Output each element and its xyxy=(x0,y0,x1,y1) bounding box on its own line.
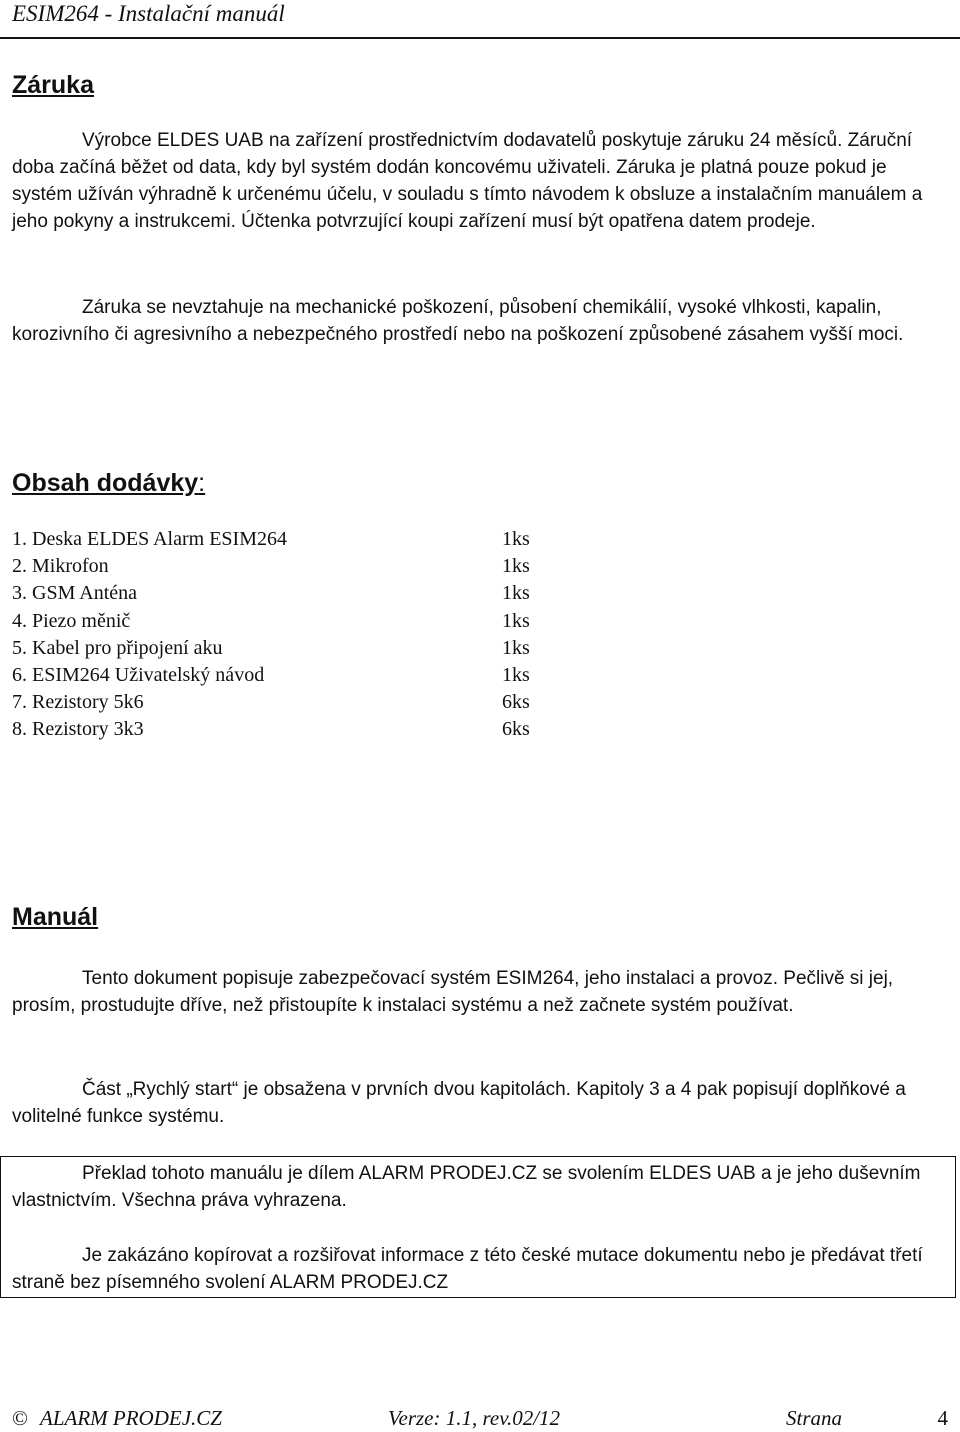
warranty-paragraph-1: Výrobce ELDES UAB na zařízení prostřednictvím dodavatelů poskytuje záruku 24 měsíců. Záruční doba začíná běžet od data, kdy byl systém dodán koncovému uživateli. Záruka je platná pouze pokud je systém užíván výhradně k určenému účelu, v souladu s tímto návodem k obsluze a instalačním manuálem a jeho pokyny a instrukcemi. Účtenka potvrzující koupi zařízení musí být opatřena datem prodeje. xyxy=(12,130,923,232)
footer-company: ALARM PRODEJ.CZ xyxy=(40,1406,222,1430)
item-name: 1. Deska ELDES Alarm ESIM264 xyxy=(12,528,287,550)
item-name: 8. Rezistory 3k3 xyxy=(12,718,144,741)
footer-page-number: 4 xyxy=(937,1406,948,1430)
copyright-icon: © xyxy=(12,1406,28,1430)
list-item xyxy=(12,526,552,553)
list-item xyxy=(12,716,552,743)
copyright-notice-box xyxy=(0,1156,956,1298)
item-quantity: 1ks xyxy=(502,663,530,686)
item-quantity: 1ks xyxy=(502,636,530,659)
package-section-title xyxy=(12,468,205,498)
footer-page-label: Strana xyxy=(786,1406,843,1430)
item-name: 2. Mikrofon xyxy=(12,555,109,578)
package-title-colon: : xyxy=(198,469,206,497)
notice-paragraph-2: Je zakázáno kopírovat a rozšiřovat informace z této české mutace dokumentu nebo je předávat třetí straně bez písemného svolení ALARM PRODEJ.CZ xyxy=(12,1245,923,1293)
list-item xyxy=(12,689,552,716)
list-item xyxy=(12,662,552,689)
footer-version: Verze: 1.1, rev.02/12 xyxy=(388,1406,561,1430)
item-quantity: 6ks xyxy=(502,691,530,714)
item-name: 3. GSM Anténa xyxy=(12,582,137,605)
notice-paragraph-1: Překlad tohoto manuálu je dílem ALARM PRODEJ.CZ se svolením ELDES UAB a je jeho duševním vlastnictvím. Všechna práva vyhrazena. xyxy=(12,1163,921,1211)
item-name: 6. ESIM264 Uživatelský návod xyxy=(12,663,265,686)
item-quantity: 1ks xyxy=(502,555,530,578)
list-item xyxy=(12,553,552,580)
manual-section-title: Manuál xyxy=(12,903,99,931)
item-quantity: 1ks xyxy=(502,582,530,605)
document-header-title: ESIM264 - Instalační manuál xyxy=(12,1,285,26)
warranty-paragraph-2: Záruka se nevztahuje na mechanické poškození, působení chemikálií, vysoké vlhkosti, kapalin, korozivního či agresivního a nebezpečného prostředí nebo na poškození způsobené zásahem vyšší moci. xyxy=(12,297,904,345)
item-name: 7. Rezistory 5k6 xyxy=(12,691,144,714)
list-item xyxy=(12,580,552,607)
package-contents-list xyxy=(12,526,552,744)
list-item xyxy=(12,608,552,635)
warranty-section-title: Záruka xyxy=(12,71,94,99)
item-quantity: 1ks xyxy=(502,609,530,632)
item-quantity: 6ks xyxy=(502,718,530,741)
item-quantity: 1ks xyxy=(502,528,530,550)
manual-paragraph-2: Část „Rychlý start“ je obsažena v prvních dvou kapitolách. Kapitoly 3 a 4 pak popisují doplňkové a volitelné funkce systému. xyxy=(12,1079,906,1127)
list-item xyxy=(12,635,552,662)
item-name: 5. Kabel pro připojení aku xyxy=(12,636,223,659)
manual-paragraph-1: Tento dokument popisuje zabezpečovací systém ESIM264, jeho instalaci a provoz. Pečlivě si jej, prosím, prostudujte dříve, než přistoupíte k instalaci systému a než začnete systém používat. xyxy=(12,968,894,1016)
page-footer xyxy=(12,1404,948,1432)
package-title-text: Obsah dodávky xyxy=(12,469,199,497)
header-divider xyxy=(0,37,960,39)
item-name: 4. Piezo měnič xyxy=(12,609,131,632)
